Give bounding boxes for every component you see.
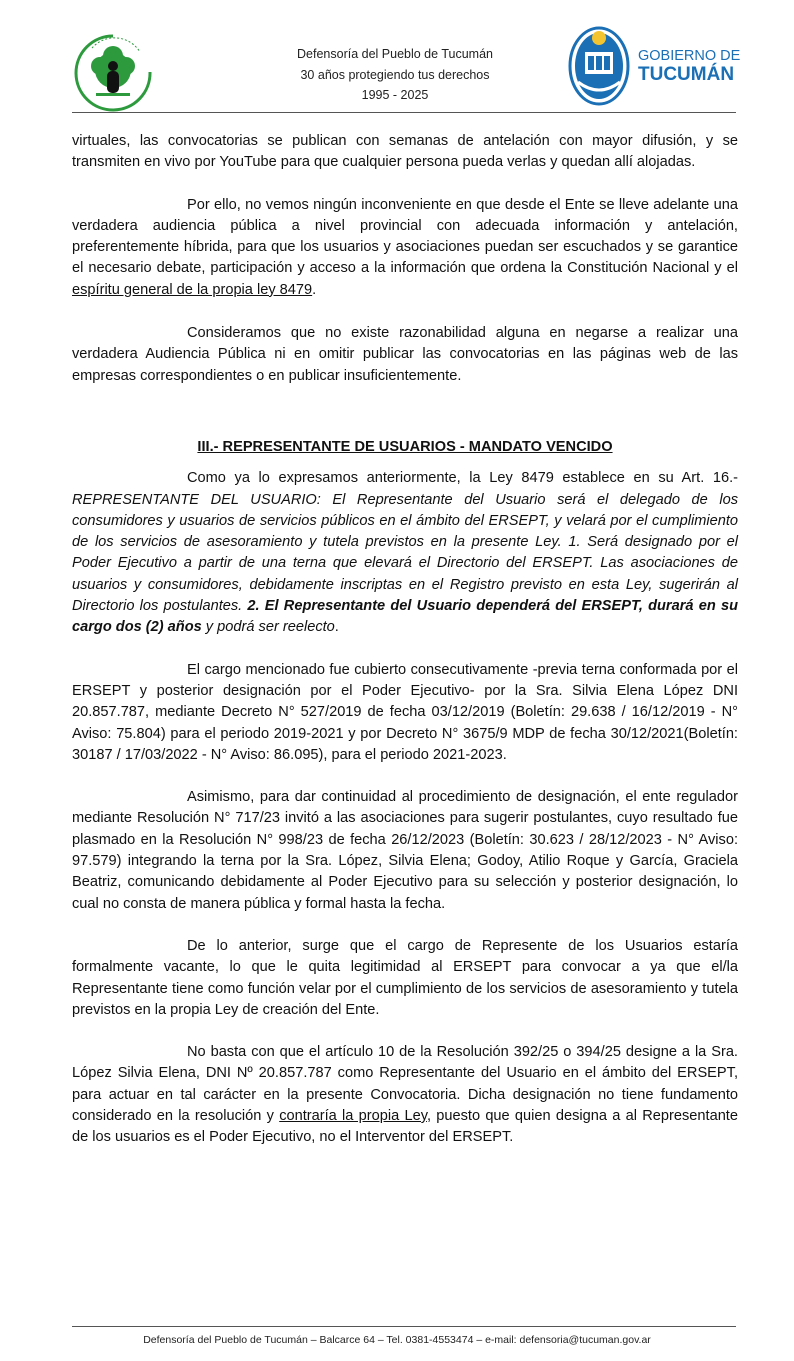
paragraph-8-text: No basta con que el artículo 10 de la Resolución 392/25 o 394/25 designe a la Sra. López Silvia Elena, DNI Nº 20.857.787 como Representante del Usuario en el ámbito del ERSEPT, para actuar en tal carácter en la presente Convocatoria. Dicha designación no tiene fundamento considerado en la resolución y — [72, 1044, 738, 1124]
law-quote-italic-end: y podrá ser reelecto — [201, 619, 335, 636]
paragraph-8-end: , puesto que quien designa a al Representante de los usuarios es el Poder Ejecutivo, no el Interventor del ERSEPT. — [72, 1107, 738, 1146]
paragraph-5: El cargo mencionado fue cubierto consecutivamente -previa terna conformada por el ERSEPT y posterior designación por el Poder Ejecutivo- por la Sra. Silvia Elena López DNI 20.857.787, mediante Decreto N° 527/2019 de fecha 03/12/2019 (Boletín: 29.638 / 16/12/2019 - N° Aviso: 75.804) para el periodo 2019-2021 y por Decreto N° 3675/9 MDP de fecha 30/12/2021(Boletín: 30187 / 17/03/2022 - N° Aviso: 86.095), para el periodo 2021-2023. — [72, 661, 738, 763]
paragraph-4-text: Como ya lo expresamos anteriormente, la Ley 8479 establece en su Art. 16.- — [187, 470, 738, 487]
law-quote-italic: REPRESENTANTE DEL USUARIO: El Representante del Usuario será el delegado de los consumidores y usuarios de servicios públicos en el ámbito del ERSEPT, y velará por el cumplimiento de los servicios de asesoramiento y tutela previstos en la presente Ley. 1. Será designado por el Poder Ejecutivo a partir de una terna que elevará el Directorio del ERSEPT. Las asociaciones de usuarios y consumidores, debidamente inscriptas en el Registro previsto en esta Ley, sugerirán al Directorio los postulantes. — [72, 491, 738, 615]
gobierno-tucuman-logo — [568, 26, 744, 108]
header-title-block — [250, 44, 540, 106]
underlined-contraria: contraría la propia Ley — [279, 1107, 427, 1124]
paragraph-7: De lo anterior, surge que el cargo de Represente de los Usuarios estaría formalmente vacante, lo que le quita legitimidad al ERSEPT para convocar a ya que el/la Representante tiene como función velar por el cumplimiento de los servicios de asesoramiento y tutela previstos en la propia Ley de creación del Ente. — [72, 937, 738, 1018]
paragraph-2-end: . — [312, 281, 317, 298]
paragraph-4-end: . — [334, 619, 339, 636]
footer-divider — [72, 1326, 736, 1327]
paragraph-2-text: Por ello, no vemos ningún inconveniente en que desde el Ente se lleve adelante una verdadera audiencia pública a nivel provincial con adecuada información y antelación, preferentemente híbrida, para que los usuarios y asociaciones puedan ser escuchados y se garantice el necesario debate, participación y acceso a la información que ordena la Constitución Nacional y el — [72, 196, 738, 277]
page-footer: Defensoría del Pueblo de Tucumán – Balcarce 64 – Tel. 0381-4553474 – e-mail: defensoria@tucuman.gov.ar — [143, 1334, 651, 1346]
paragraph-6: Asimismo, para dar continuidad al procedimiento de designación, el ente regulador mediante Resolución N° 717/23 invitó a las asociaciones para sugerir postulantes, cuyo resultado fue plasmado en la Resolución N° 998/23 de fecha 26/12/2023 (Boletín: 30.623 / 28/12/2023 - N° Aviso: 97.579) integrando la terna por la Sra. López, Silvia Elena; Godoy, Atilio Roque y García, Graciela Beatriz, comunicando debidamente al Poder Ejecutivo para su selección y posterior designación, lo cual no consta de manera pública y formal hasta la fecha. — [72, 789, 738, 912]
paragraph-8 — [72, 1042, 738, 1148]
header-slogan: 30 años protegiendo tus derechos — [300, 67, 490, 82]
law-quote-bold: 2. El Representante del Usuario dependerá del ERSEPT, durará en su cargo dos (2) años — [72, 598, 738, 636]
section-heading: III.- REPRESENTANTE DE USUARIOS - MANDATO VENCIDO — [197, 438, 613, 455]
header-years: 1995 - 2025 — [361, 88, 429, 102]
paragraph-2 — [72, 195, 738, 301]
paragraph-3: Consideramos que no existe razonabilidad alguna en negarse a realizar una verdadera Audiencia Pública ni en omitir publicar las convocatorias en las páginas web de las empresas correspondientes o en publicar insuficientemente. — [72, 325, 738, 384]
document-body — [72, 131, 738, 1149]
paragraph-4 — [72, 468, 738, 638]
tucuman-label: TUCUMÁN — [638, 64, 735, 85]
page-header — [0, 0, 794, 112]
header-org-name: Defensoría del Pueblo de Tucumán — [297, 47, 493, 61]
paragraph-1: virtuales, las convocatorias se publican con semanas de antelación con mayor difusión, y se transmiten en vivo por YouTube para que cualquier persona pueda verlas y quedan allí alojadas. — [72, 133, 738, 171]
header-divider — [72, 112, 736, 113]
defensoria-logo — [70, 30, 156, 114]
underlined-ley-reference: espíritu general de la propia ley 8479 — [72, 281, 313, 298]
gobierno-label: GOBIERNO DE — [638, 48, 741, 64]
